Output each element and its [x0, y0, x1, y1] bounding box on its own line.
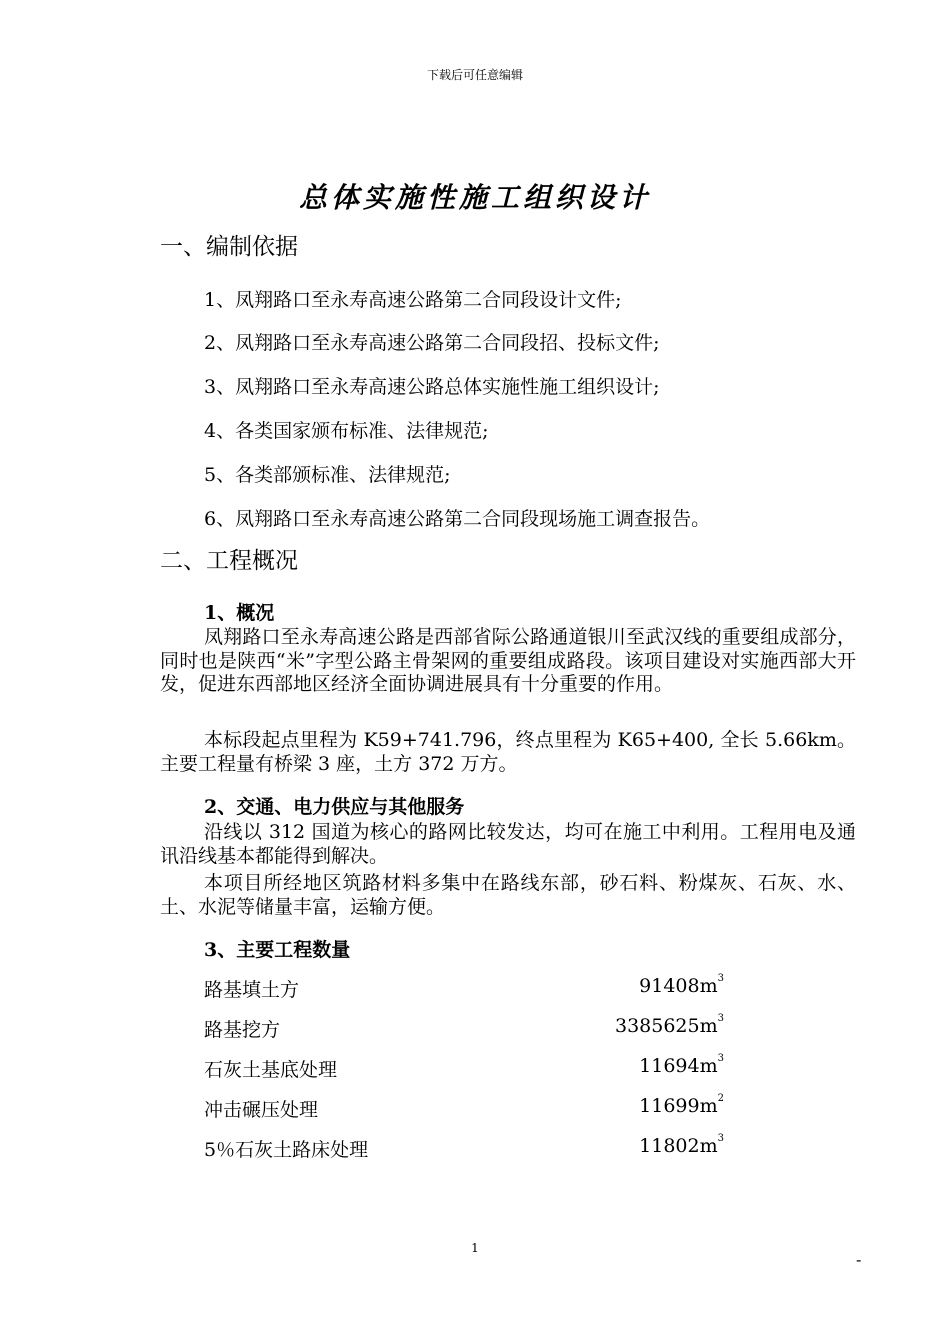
quantity-name: 路基挖方	[204, 1019, 281, 1041]
section-length-paragraph: 本标段起点里程为 K59+741.796，终点里程为 K65+400, 全长 5.66km。主要工程量有桥梁 3 座，土方 372 万方。	[160, 729, 856, 775]
quantity-value: $3385625m^3$	[614, 1013, 724, 1037]
quantity-name: 5％石灰土路床处理	[204, 1139, 369, 1161]
page-number: 1	[471, 1241, 479, 1255]
basis-item: 2、凤翔路口至永寿高速公路第二合同段招、投标文件;	[204, 332, 660, 354]
quantity-value: $91408m^3$	[639, 973, 724, 997]
section-heading-basis: 一、编制依据	[160, 234, 298, 260]
quantity-row	[204, 1135, 724, 1161]
basis-item: 6、凤翔路口至永寿高速公路第二合同段现场施工调查报告。	[204, 508, 711, 530]
overview-paragraph: 凤翔路口至永寿高速公路是西部省际公路通道银川至武汉线的重要组成部分，同时也是陕西“米”字型公路主骨架网的重要组成路段。该项目建设对实施西部大开发，促进东西部地区经济全面协调进展具有十分重要的作用。	[160, 626, 856, 696]
subsection-heading-overview: 1、概况	[204, 602, 275, 624]
quantity-name: 石灰土基底处理	[204, 1059, 338, 1081]
traffic-paragraph: 沿线以 312 国道为核心的路网比较发达，均可在施工中利用。工程用电及通讯沿线基本都能得到解决。	[160, 821, 856, 867]
section-heading-overview: 二、工程概况	[160, 548, 298, 574]
basis-item: 4、各类国家颁布标准、法律规范;	[204, 420, 489, 442]
quantity-value: $11699m^2$	[639, 1093, 724, 1117]
corner-mark: -	[856, 1250, 862, 1269]
basis-item: 5、各类部颁标准、法律规范;	[204, 464, 451, 486]
quantity-value: $11802m^3$	[639, 1133, 724, 1157]
quantity-row	[204, 1055, 724, 1081]
document-title: 总体实施性施工组织设计	[298, 181, 651, 214]
materials-paragraph: 本项目所经地区筑路材料多集中在路线东部，砂石料、粉煤灰、石灰、水、土、水泥等储量丰富，运输方便。	[160, 872, 856, 918]
quantity-row	[204, 1015, 724, 1041]
subsection-heading-services: 2、交通、电力供应与其他服务	[204, 796, 465, 818]
subsection-heading-quantities: 3、主要工程数量	[204, 939, 351, 961]
basis-item: 3、凤翔路口至永寿高速公路总体实施性施工组织设计;	[204, 376, 660, 398]
basis-item: 1、凤翔路口至永寿高速公路第二合同段设计文件;	[204, 289, 622, 311]
quantity-row	[204, 975, 724, 1001]
quantity-value: $11694m^3$	[639, 1053, 724, 1077]
quantity-row	[204, 1095, 724, 1121]
quantity-name: 路基填土方	[204, 979, 300, 1001]
header-note: 下载后可任意编辑	[426, 68, 523, 82]
quantity-name: 冲击碾压处理	[204, 1099, 319, 1121]
